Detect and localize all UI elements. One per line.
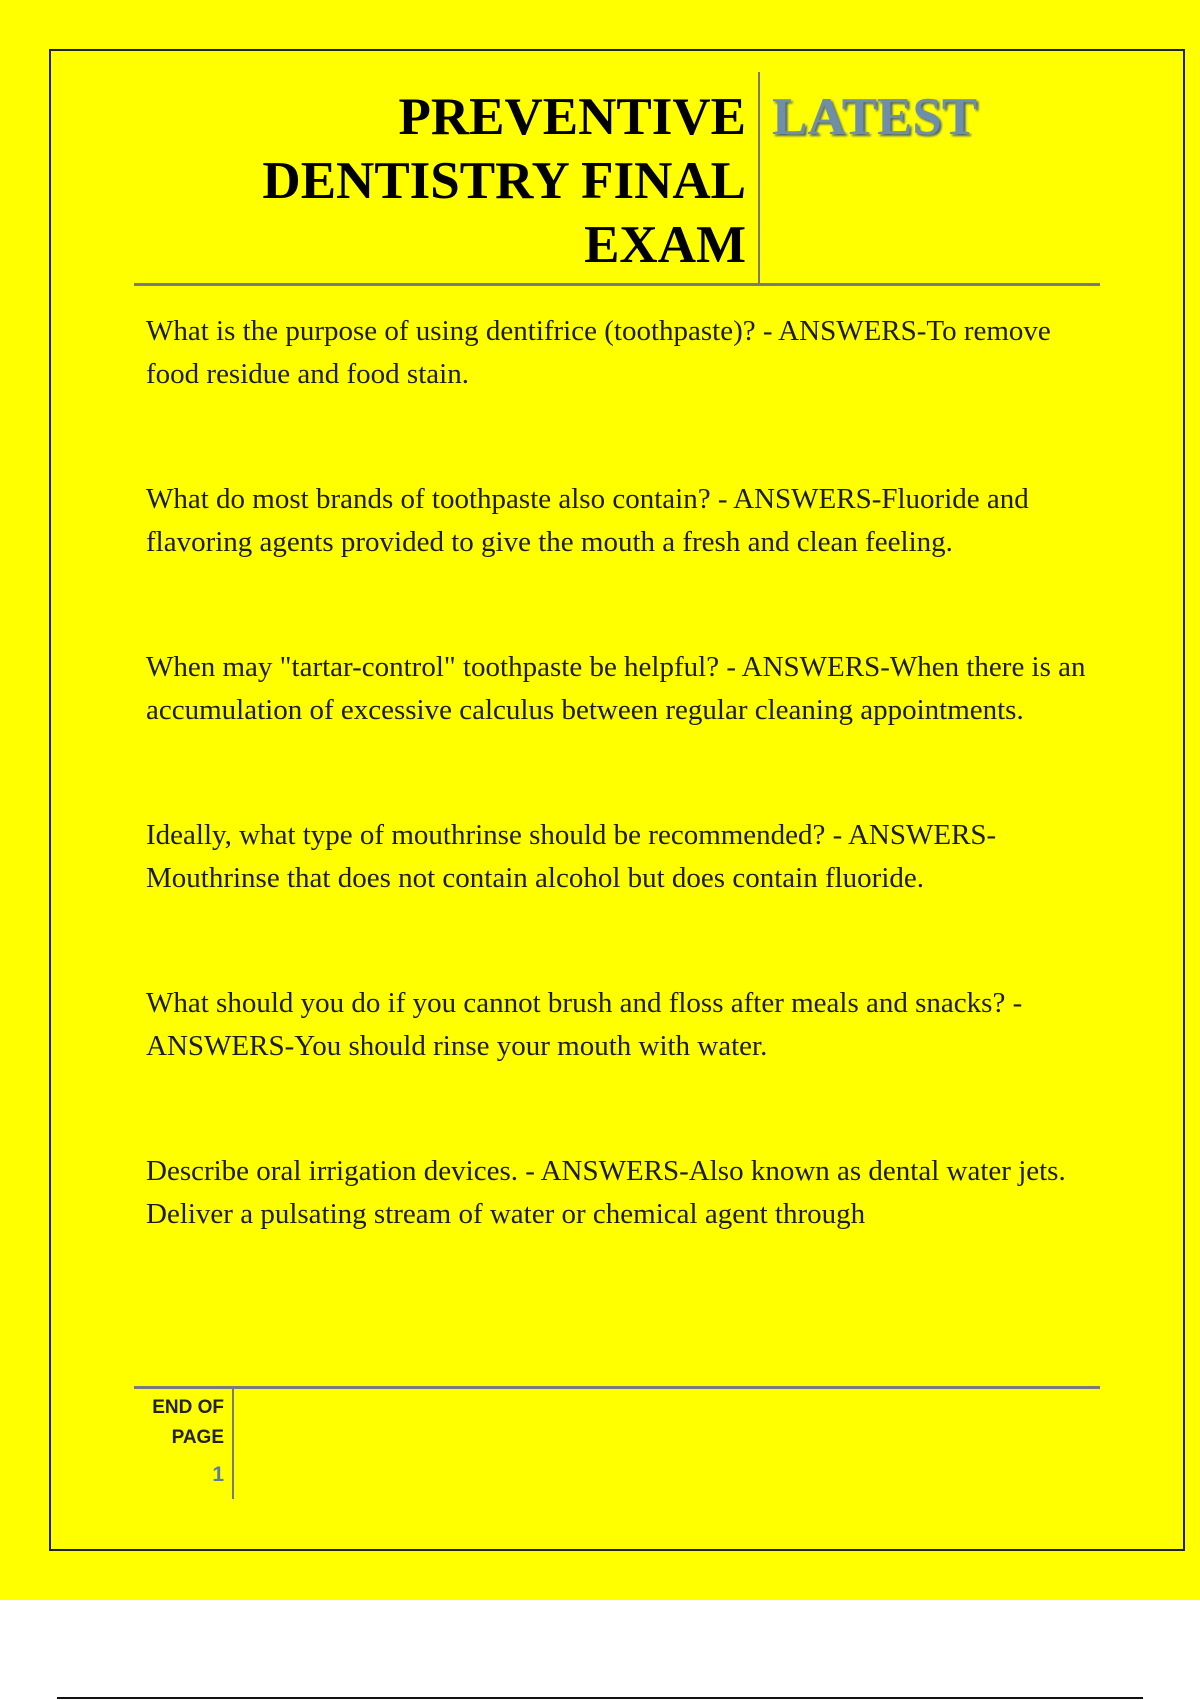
latest-badge: LATEST [772, 88, 978, 146]
footer-divider [232, 1389, 234, 1499]
end-label-line-1: END OF [152, 1397, 224, 1418]
footer-rule [134, 1386, 1100, 1389]
end-label-line-2: PAGE [171, 1427, 224, 1448]
title-divider [758, 72, 760, 284]
qa-item-4: Ideally, what type of mouthrinse should be recommended? - ANSWERS-Mouthrinse that does not contain alcohol but does contain fluoride. [146, 819, 997, 894]
title-line-1: PREVENTIVE [398, 88, 746, 146]
qa-item-3: When may "tartar-control" toothpaste be helpful? - ANSWERS-When there is an accumulation of excessive calculus between regular cleaning appointments. [146, 651, 1086, 726]
qa-item-6: Describe oral irrigation devices. - ANSWERS-Also known as dental water jets. Deliver a pulsating stream of water or chemical agent through [146, 1155, 1066, 1230]
page-number: 1 [212, 1463, 224, 1486]
qa-item-1: What is the purpose of using dentifrice (toothpaste)? - ANSWERS-To remove food residue and food stain. [146, 315, 1051, 390]
qa-item-5: What should you do if you cannot brush and floss after meals and snacks? - ANSWERS-You should rinse your mouth with water. [146, 987, 1023, 1062]
title-line-3: EXAM [584, 216, 746, 274]
header-rule [134, 283, 1100, 286]
end-of-page-label [140, 1393, 224, 1453]
title-line-2: DENTISTRY FINAL [262, 152, 746, 210]
qa-list [146, 310, 1096, 1318]
qa-item-2: What do most brands of toothpaste also contain? - ANSWERS-Fluoride and flavoring agents provided to give the mouth a fresh and clean feeling. [146, 483, 1029, 558]
bottom-rule [57, 1697, 1143, 1699]
document-title [200, 85, 746, 277]
